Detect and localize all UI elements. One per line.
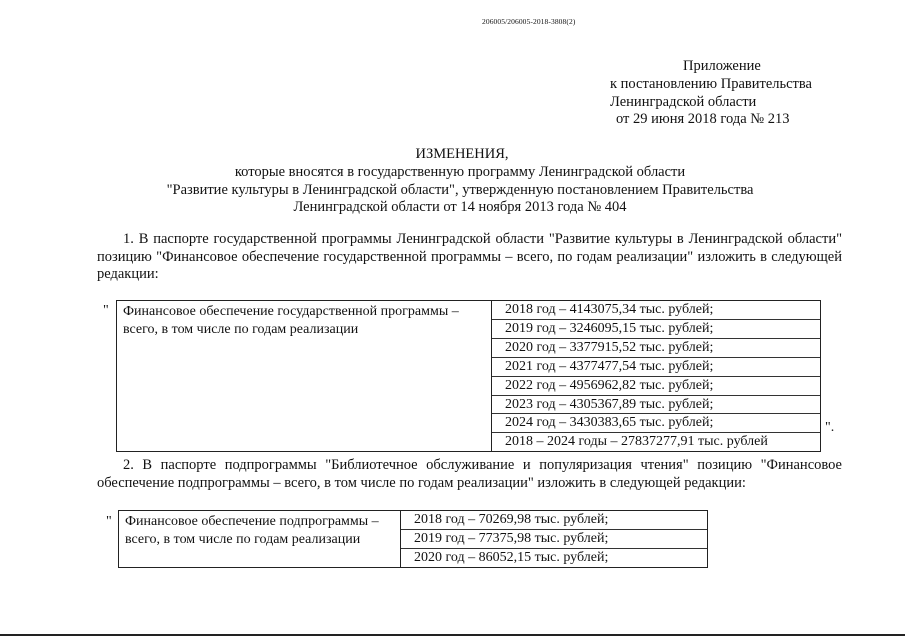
- appendix-line: от 29 июня 2018 года № 213: [616, 111, 790, 128]
- paragraph-1-text: 1. В паспорте государственной программы Ленинградской области "Развитие культуры в Ленинградской области" позицию "Финансовое обеспечение государственной программы – всего, по годам реализации" изложить в следующей редакции:: [97, 231, 842, 283]
- table-2-value-row: 2019 год – 77375,98 тыс. рублей;: [401, 530, 707, 549]
- table-2-open-quote: ": [106, 514, 112, 529]
- table-2-label: Финансовое обеспечение подпрограммы – всего, в том числе по годам реализации: [119, 511, 401, 568]
- table-1-value-row: 2019 год – 3246095,15 тыс. рублей;: [492, 320, 820, 339]
- table-1-financing: [116, 300, 821, 452]
- table-1-value-row: 2021 год – 4377477,54 тыс. рублей;: [492, 358, 820, 377]
- table-2-value-row: 2018 год – 70269,98 тыс. рублей;: [401, 511, 707, 530]
- table-1-value-row: 2023 год – 4305367,89 тыс. рублей;: [492, 396, 820, 415]
- document-id: 206005/206005-2018-3808(2): [482, 17, 576, 26]
- table-row: [117, 301, 821, 452]
- paragraph-2: [97, 457, 842, 492]
- table-1-close-quote: ".: [825, 420, 835, 435]
- table-2-financing: [118, 510, 708, 568]
- appendix-line: Ленинградской области: [610, 93, 757, 110]
- table-1-open-quote: ": [103, 303, 109, 318]
- table-2-value-row: 2020 год – 86052,15 тыс. рублей;: [414, 549, 609, 565]
- page-edge-line: [0, 634, 905, 636]
- appendix-line: Приложение: [683, 58, 761, 74]
- heading-line: "Развитие культуры в Ленинградской области", утвержденную постановлением Правительства: [166, 181, 754, 198]
- table-2-values: [401, 511, 708, 568]
- table-1-value-row: 2018 – 2024 годы – 27837277,91 тыс. рублей: [505, 434, 768, 450]
- heading-line: которые вносятся в государственную программу Ленинградской области: [234, 163, 686, 180]
- table-1-value-row: 2020 год – 3377915,52 тыс. рублей;: [492, 339, 820, 358]
- table-row: [119, 511, 708, 568]
- table-1-value-row: 2024 год – 3430383,65 тыс. рублей;: [492, 414, 820, 433]
- paragraph-2-text: 2. В паспорте подпрограммы "Библиотечное обслуживание и популяризация чтения" позицию "Финансовое обеспечение подпрограммы – всего, в том числе по годам реализации" изложить в следующей редакции:: [97, 457, 842, 491]
- table-1-values: [492, 301, 821, 452]
- table-1-value-row: 2022 год – 4956962,82 тыс. рублей;: [492, 377, 820, 396]
- table-1-value-row: 2018 год – 4143075,34 тыс. рублей;: [492, 301, 820, 320]
- heading-line: Ленинградской области от 14 ноября 2013 года № 404: [293, 199, 627, 216]
- appendix-block: [610, 58, 812, 129]
- heading-title: ИЗМЕНЕНИЯ,: [415, 146, 509, 162]
- paragraph-1: [97, 231, 842, 284]
- table-1-label: Финансовое обеспечение государственной программы – всего, в том числе по годам реализации: [117, 301, 492, 452]
- appendix-line: к постановлению Правительства: [610, 75, 812, 92]
- document-heading: [120, 146, 800, 217]
